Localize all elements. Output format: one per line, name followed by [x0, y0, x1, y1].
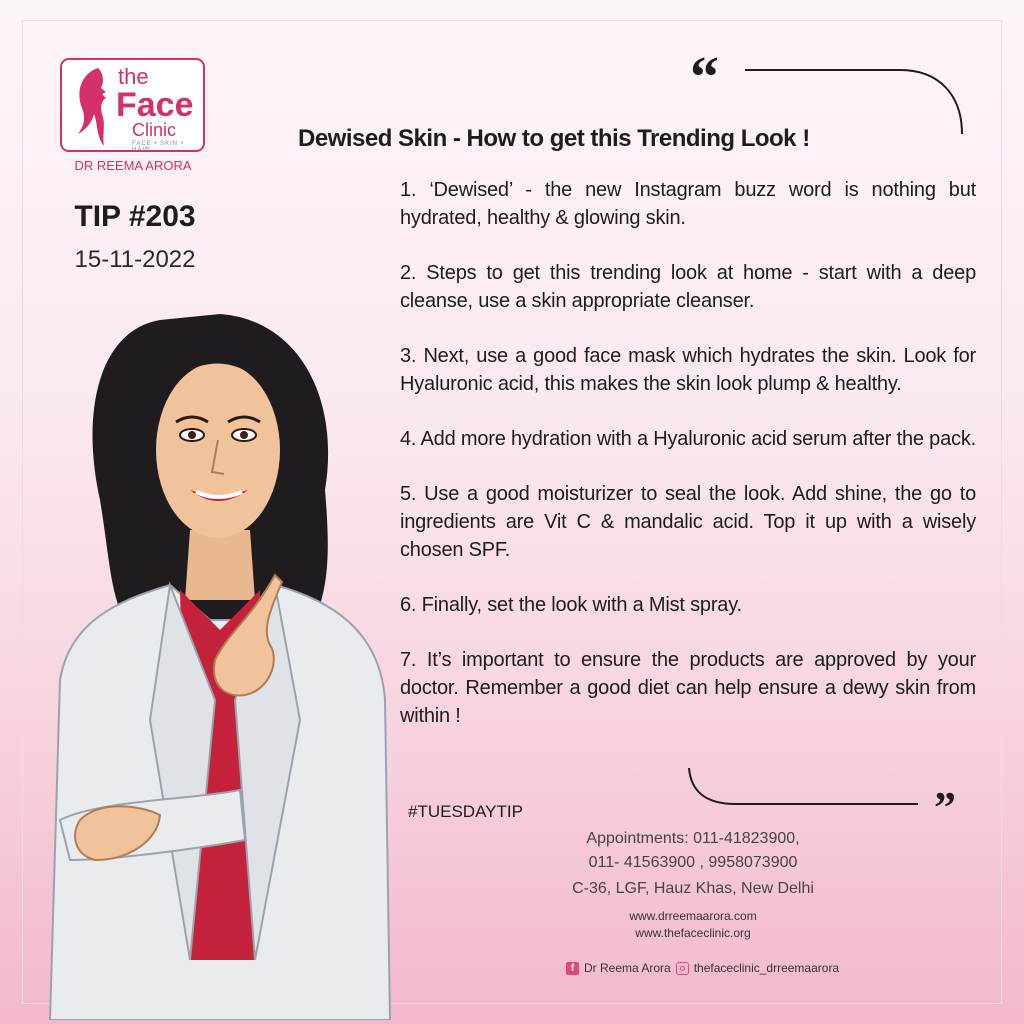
- tip-point-6: 6. Finally, set the look with a Mist spray.: [400, 594, 742, 616]
- logo-clinic: Clinic: [132, 120, 177, 140]
- tip-point-1: 1. ‘Dewised’ - the new Instagram buzz word is nothing but hydrated, healthy & glowing skin.: [400, 179, 976, 229]
- logo-face: Face: [116, 86, 194, 124]
- clinic-address: C-36, LGF, Hauz Khas, New Delhi: [572, 880, 814, 897]
- social-links: [566, 961, 839, 975]
- facebook-icon: f: [566, 962, 579, 975]
- instagram-icon: [676, 962, 689, 975]
- tip-date: 15-11-2022: [74, 246, 196, 273]
- face-profile-icon: [68, 64, 118, 150]
- top-decorative-curve: [740, 56, 970, 136]
- website-link-1[interactable]: www.drreemaarora.com: [629, 909, 757, 923]
- instagram-handle[interactable]: thefaceclinic_drreemaarora: [693, 961, 840, 975]
- open-quote-icon: “: [690, 44, 719, 109]
- close-quote-icon: ”: [934, 783, 956, 832]
- appointments-line-2: 011- 41563900 , 9958073900: [588, 854, 798, 871]
- logo-tagline: FACE • SKIN • HAIR: [132, 141, 184, 153]
- tip-point-4: 4. Add more hydration with a Hyaluronic acid serum after the pack.: [400, 428, 976, 450]
- tip-point-3: 3. Next, use a good face mask which hydrates the skin. Look for Hyaluronic acid, this makes the skin look plump & healthy.: [400, 345, 976, 395]
- bottom-decorative-curve: [686, 766, 926, 816]
- website-link-2[interactable]: www.thefaceclinic.org: [635, 926, 751, 940]
- article-title: Dewised Skin - How to get this Trending Look !: [298, 125, 810, 152]
- tips-list: [400, 176, 976, 757]
- logo-the: the: [118, 64, 149, 89]
- tip-number: TIP #203: [74, 200, 196, 233]
- clinic-logo: [60, 58, 205, 152]
- tip-point-5: 5. Use a good moisturizer to seal the look. Add shine, the go to ingredients are Vit C & mandalic acid. Top it up with a wisely chosen SPF.: [400, 483, 976, 561]
- tip-point-2: 2. Steps to get this trending look at home - start with a deep cleanse, use a skin appropriate cleanser.: [400, 262, 976, 312]
- hashtag: #TUESDAYTIP: [408, 802, 523, 821]
- appointments-line-1: Appointments: 011-41823900,: [586, 830, 800, 847]
- doctor-illustration: [40, 300, 400, 1020]
- doctor-name: DR REEMA ARORA: [74, 158, 192, 173]
- facebook-handle[interactable]: Dr Reema Arora: [584, 961, 671, 975]
- tip-point-7: 7. It’s important to ensure the products are approved by your doctor. Remember a good diet can help ensure a dewy skin from within !: [400, 649, 976, 727]
